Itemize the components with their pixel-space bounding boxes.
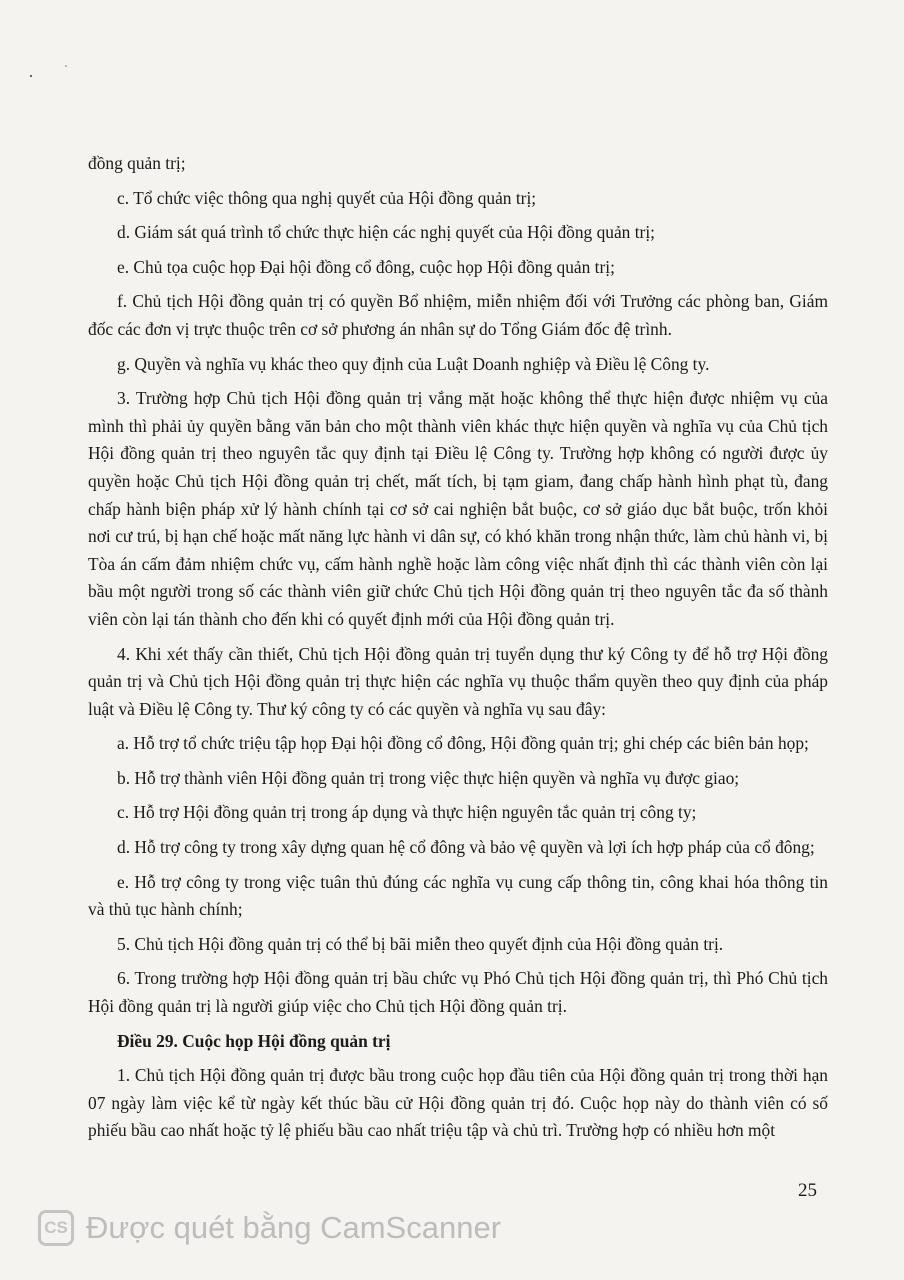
paragraph: 3. Trường hợp Chủ tịch Hội đồng quản trị vắng mặt hoặc không thể thực hiện được nhiệm vụ của mình thì phải ủy quyền bằng văn bản cho một thành viên khác thực hiện quyền và nghĩa vụ của Chủ tịch Hội đồng quản trị theo nguyên tắc quy định tại Điều lệ Công ty. Trường hợp không có người được ủy quyền hoặc Chủ tịch Hội đồng quản trị chết, mất tích, bị tạm giam, đang chấp hành hình phạt tù, đang chấp hành biện pháp xử lý hành chính tại cơ sở cai nghiện bắt buộc, cơ sở giáo dục bắt buộc, trốn khỏi nơi cư trú, bị hạn chế hoặc mất năng lực hành vi dân sự, có khó khăn trong nhận thức, làm chủ hành vi, bị Tòa án cấm đảm nhiệm chức vụ, cấm hành nghề hoặc làm công việc nhất định thì các thành viên còn lại bầu một người trong số các thành viên giữ chức Chủ tịch Hội đồng quản trị theo nguyên tắc đa số thành viên còn lại tán thành cho đến khi có quyết định mới của Hội đồng quản trị. [88, 388, 828, 629]
paragraph: e. Hỗ trợ công ty trong việc tuân thủ đúng các nghĩa vụ cung cấp thông tin, công khai hóa thông tin và thủ tục hành chính; [88, 871, 828, 920]
camscanner-watermark [38, 1206, 501, 1250]
paragraph: 1. Chủ tịch Hội đồng quản trị được bầu trong cuộc họp đầu tiên của Hội đồng quản trị trong thời hạn 07 ngày làm việc kể từ ngày kết thúc bầu cử Hội đồng quản trị đó. Cuộc họp này do thành viên có số phiếu bầu cao nhất hoặc tỷ lệ phiếu bầu cao nhất triệu tập và chủ trì. Trường hợp có nhiều hơn một [88, 1065, 828, 1141]
paragraph: f. Chủ tịch Hội đồng quản trị có quyền Bổ nhiệm, miễn nhiệm đối với Trưởng các phòng ban, Giám đốc các đơn vị trực thuộc trên cơ sở phương án nhân sự do Tổng Giám đốc đệ trình. [88, 291, 828, 339]
paragraph: 5. Chủ tịch Hội đồng quản trị có thể bị bãi miễn theo quyết định của Hội đồng quản trị. [117, 933, 724, 954]
article-heading: Điều 29. Cuộc họp Hội đồng quản trị [117, 1030, 391, 1051]
paragraph-group-bottom [88, 1062, 828, 1145]
paragraph: d. Hỗ trợ công ty trong xây dựng quan hệ cổ đông và bảo vệ quyền và lợi ích hợp pháp của cổ đông; [117, 837, 815, 858]
paragraph: 4. Khi xét thấy cần thiết, Chủ tịch Hội đồng quản trị tuyển dụng thư ký Công ty để hỗ trợ Hội đồng quản trị và Chủ tịch Hội đồng quản trị thực hiện các nghĩa vụ thuộc thẩm quyền theo quy định của pháp luật và Điều lệ Công ty. Thư ký công ty có các quyền và nghĩa vụ sau đây: [88, 643, 828, 719]
paragraph: d. Giám sát quá trình tổ chức thực hiện các nghị quyết của Hội đồng quản trị; [117, 222, 656, 243]
document-body [88, 150, 828, 1152]
paragraph: c. Tổ chức việc thông qua nghị quyết của Hội đồng quản trị; [117, 187, 537, 208]
paragraph: đồng quản trị; [88, 153, 186, 173]
page-number: 25 [798, 1180, 817, 1201]
watermark-text: Được quét bằng CamScanner [86, 1210, 502, 1245]
paragraph: g. Quyền và nghĩa vụ khác theo quy định của Luật Doanh nghiệp và Điều lệ Công ty. [117, 353, 710, 374]
paragraph: e. Chủ tọa cuộc họp Đại hội đồng cổ đông, cuộc họp Hội đồng quản trị; [117, 256, 615, 277]
camscanner-logo-icon: CS [38, 1210, 74, 1246]
paragraph: b. Hỗ trợ thành viên Hội đồng quản trị trong việc thực hiện quyền và nghĩa vụ được giao; [117, 767, 740, 788]
paragraph: 6. Trong trường hợp Hội đồng quản trị bầu chức vụ Phó Chủ tịch Hội đồng quản trị, thì Phó Chủ tịch Hội đồng quản trị là người giúp việc cho Chủ tịch Hội đồng quản trị. [88, 968, 828, 1017]
scan-specks [28, 62, 78, 82]
paragraph: a. Hỗ trợ tổ chức triệu tập họp Đại hội đồng cổ đông, Hội đồng quản trị; ghi chép các biên bản họp; [117, 733, 809, 754]
paragraph: c. Hỗ trợ Hội đồng quản trị trong áp dụng và thực hiện nguyên tắc quản trị công ty; [117, 802, 697, 823]
paragraph-group-top [88, 150, 828, 1021]
